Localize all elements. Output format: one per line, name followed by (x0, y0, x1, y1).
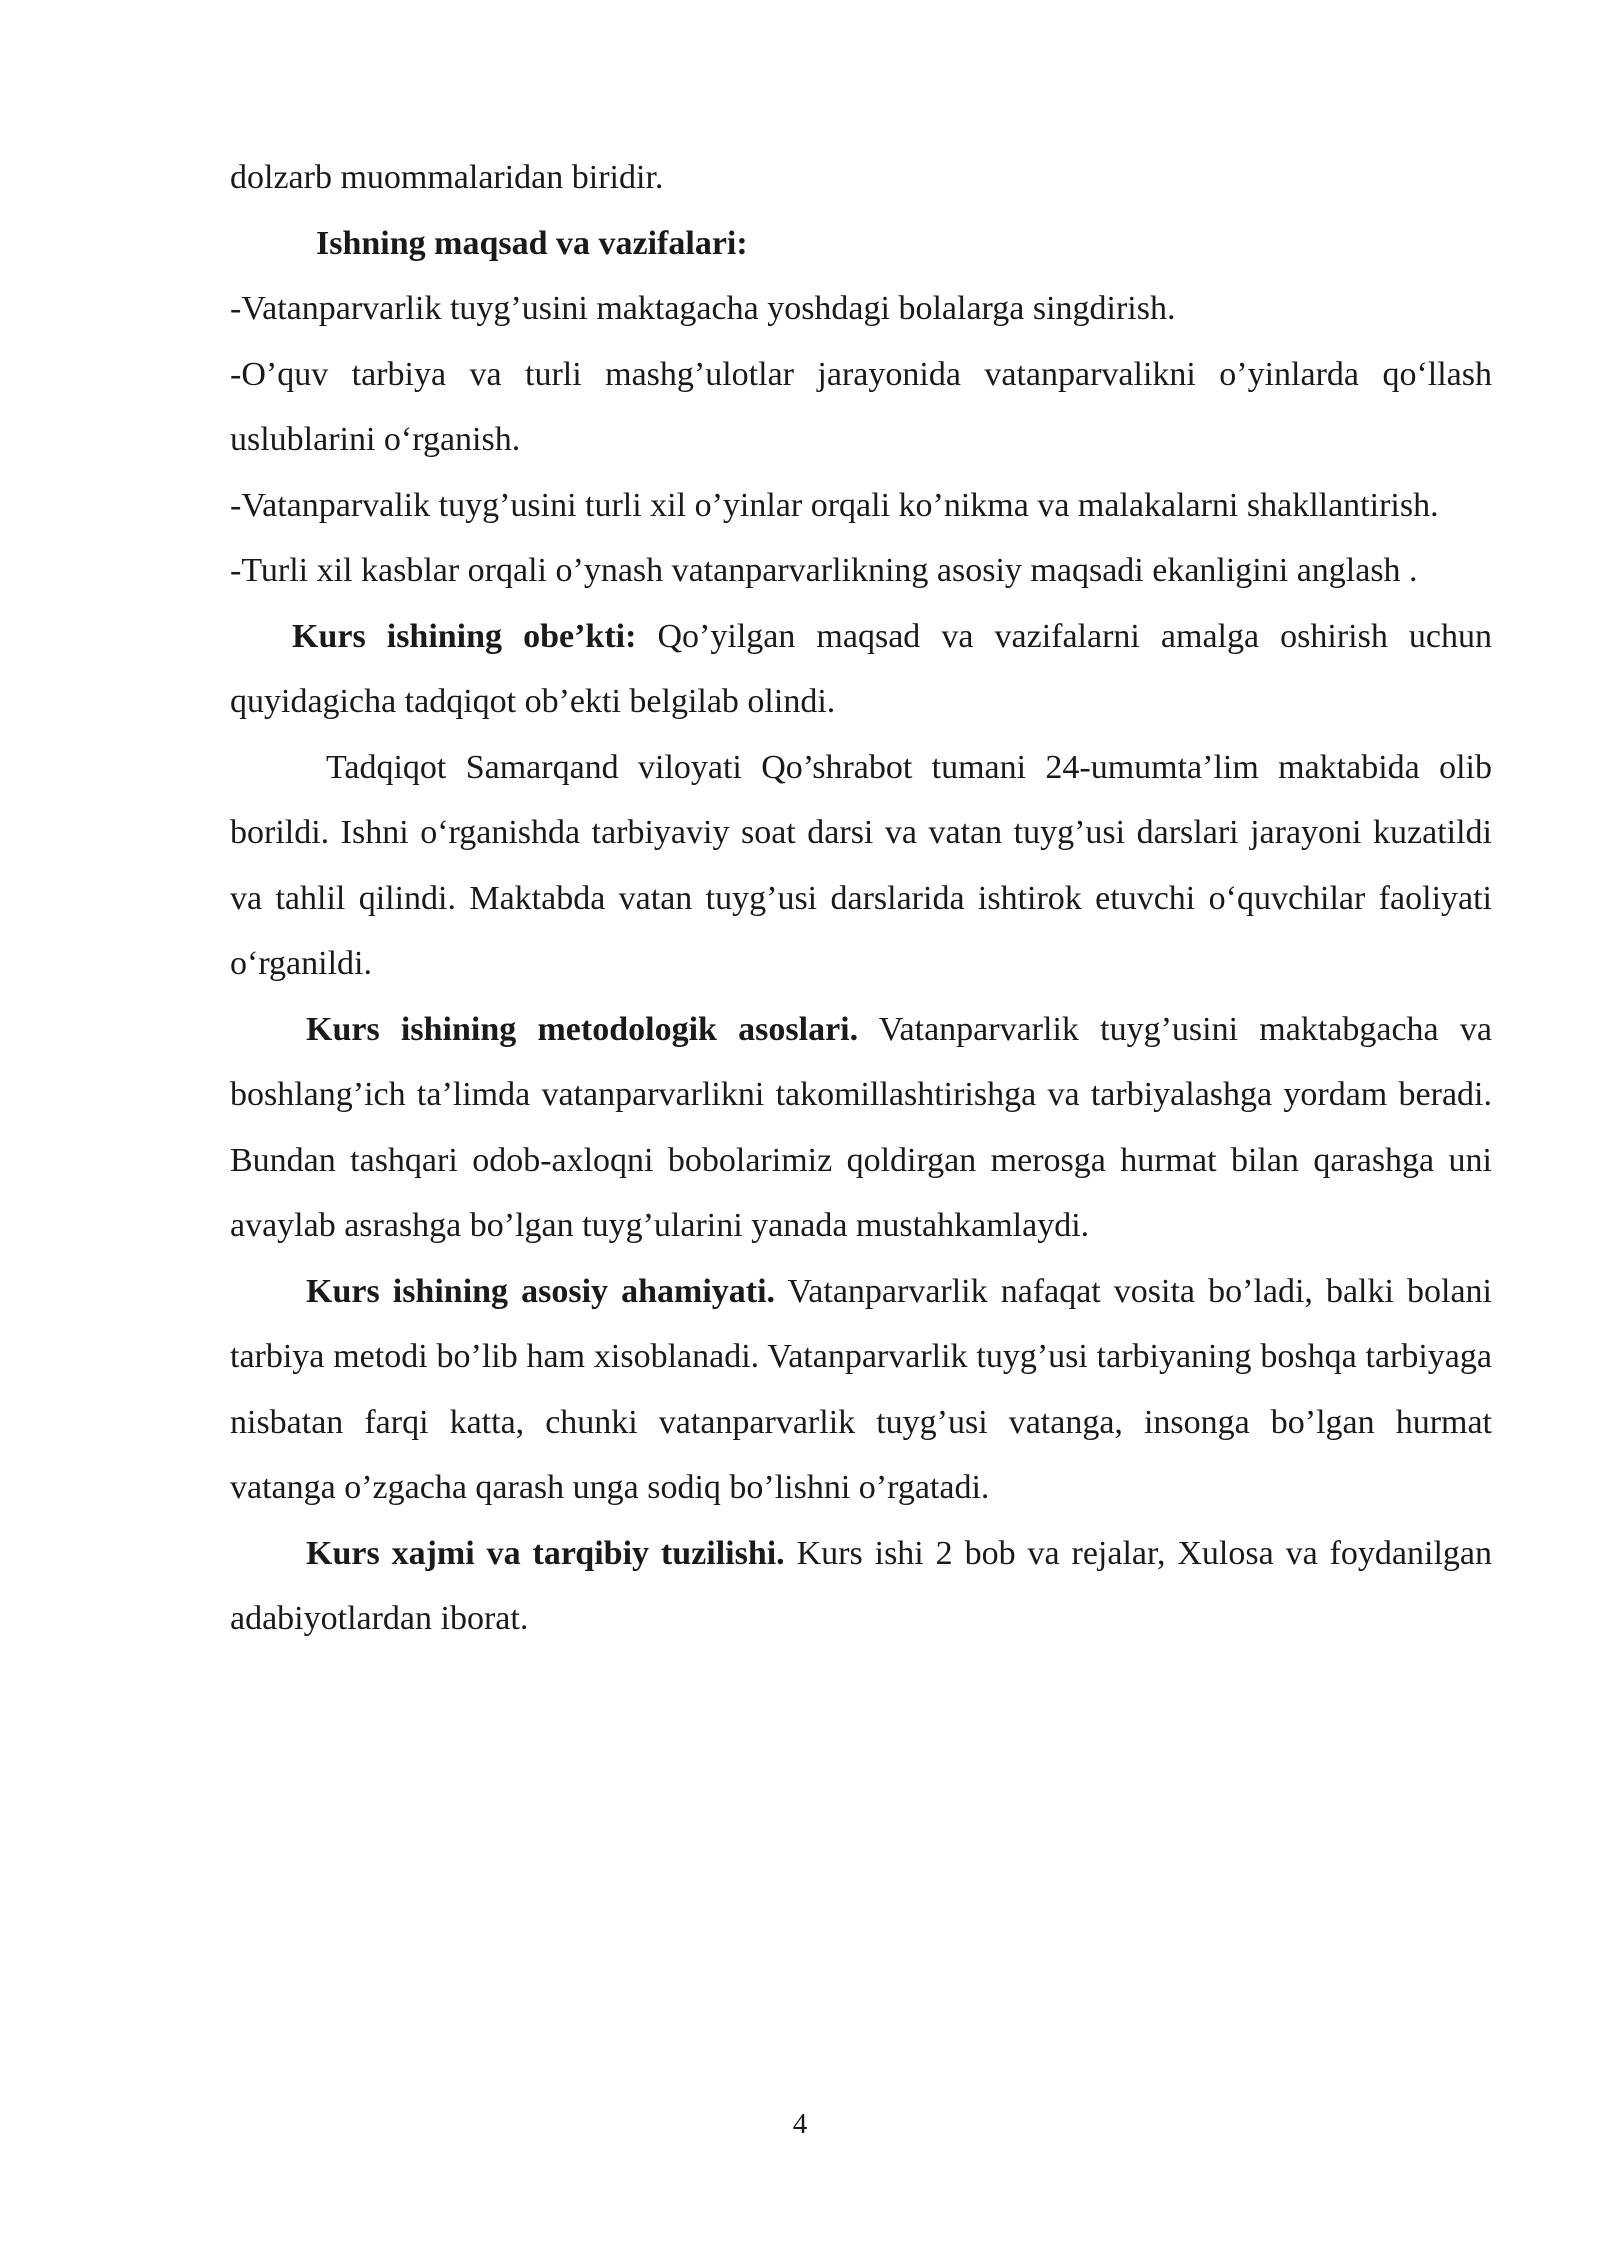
page-number: 4 (792, 2108, 808, 2140)
goal-item-2-text: -O’quv tarbiya va turli mashg’ulotlar jarayonida vatanparvalikni o’yinlarda qo‘llash uslublarini o‘rganish. (230, 355, 1492, 458)
object-text: Qo’yilgan maqsad va vazifalarni amalga oshirish uchun quyidagicha tadqiqot ob’ekti belgilab olindi. (230, 617, 1492, 720)
goal-item-4-text: -Turli xil kasblar orqali o’ynash vatanparvarlikning asosiy maqsadi ekanligini anglash . (230, 552, 1418, 589)
object-title: Kurs ishining obe’kti: (292, 617, 637, 655)
section-heading-goals (230, 211, 1492, 277)
structure-text: Kurs ishi 2 bob va rejalar, Xulosa va foydanilgan adabiyotlardan iborat. (230, 1534, 1492, 1637)
goal-item-2 (230, 342, 1492, 473)
goal-item-1 (230, 276, 1492, 342)
methodology-title: Kurs ishining metodologik asoslari. (306, 1010, 859, 1048)
paragraph-intro-end (230, 145, 1492, 211)
structure-title: Kurs xajmi va tarqibiy tuzilishi. (306, 1534, 785, 1572)
intro-end-text: dolzarb muommalaridan biridir. (230, 159, 664, 196)
research-text: Tadqiqot Samarqand viloyati Qo’shrabot tumani 24-umumta’lim maktabida olib borildi. Ishni o‘rganishda tarbiyaviy soat darsi va vatan tuyg’usi darslari jarayoni kuzatildi va tahlil qilindi. Maktabda vatan tuyg’usi darslarida ishtirok etuvchi o‘quvchilar faoliyati o‘rganildi. (230, 748, 1492, 982)
paragraph-methodology (230, 997, 1492, 1259)
importance-text: Vatanparvarlik nafaqat vosita bo’ladi, balki bolani tarbiya metodi bo’lib ham xisoblanadi. Vatanparvarlik tuyg’usi tarbiyaning boshqa tarbiyaga nisbatan farqi katta, chunki vatanparvarlik tuyg’usi vatanga, insonga bo’lgan hurmat vatanga o’zgacha qarash unga sodiq bo’lishni o’rgatadi. (230, 1272, 1492, 1506)
paragraph-object (230, 604, 1492, 735)
paragraph-research (230, 735, 1492, 997)
goal-item-1-text: -Vatanparvarlik tuyg’usini maktagacha yoshdagi bolalarga singdirish. (230, 290, 1176, 327)
importance-title: Kurs ishining asosiy ahamiyati. (306, 1272, 776, 1310)
paragraph-importance (230, 1259, 1492, 1521)
document-body (230, 145, 1492, 1652)
goal-item-3 (230, 473, 1492, 539)
methodology-text: Vatanparvarlik tuyg’usini maktabgacha va boshlang’ich ta’limda vatanparvarlikni takomillashtirishga va tarbiyalashga yordam beradi. Bundan tashqari odob-axloqni bobolarimiz qoldirgan merosga hurmat bilan qarashga uni avaylab asrashga bo’lgan tuyg’ularini yanada mustahkamlaydi. (230, 1010, 1492, 1244)
goals-heading-text: Ishning maqsad va vazifalari: (316, 224, 748, 262)
paragraph-structure (230, 1521, 1492, 1652)
goal-item-4 (230, 538, 1492, 604)
goal-item-3-text: -Vatanparvalik tuyg’usini turli xil o’yinlar orqali ko’nikma va malakalarni shakllantirish. (230, 486, 1439, 524)
